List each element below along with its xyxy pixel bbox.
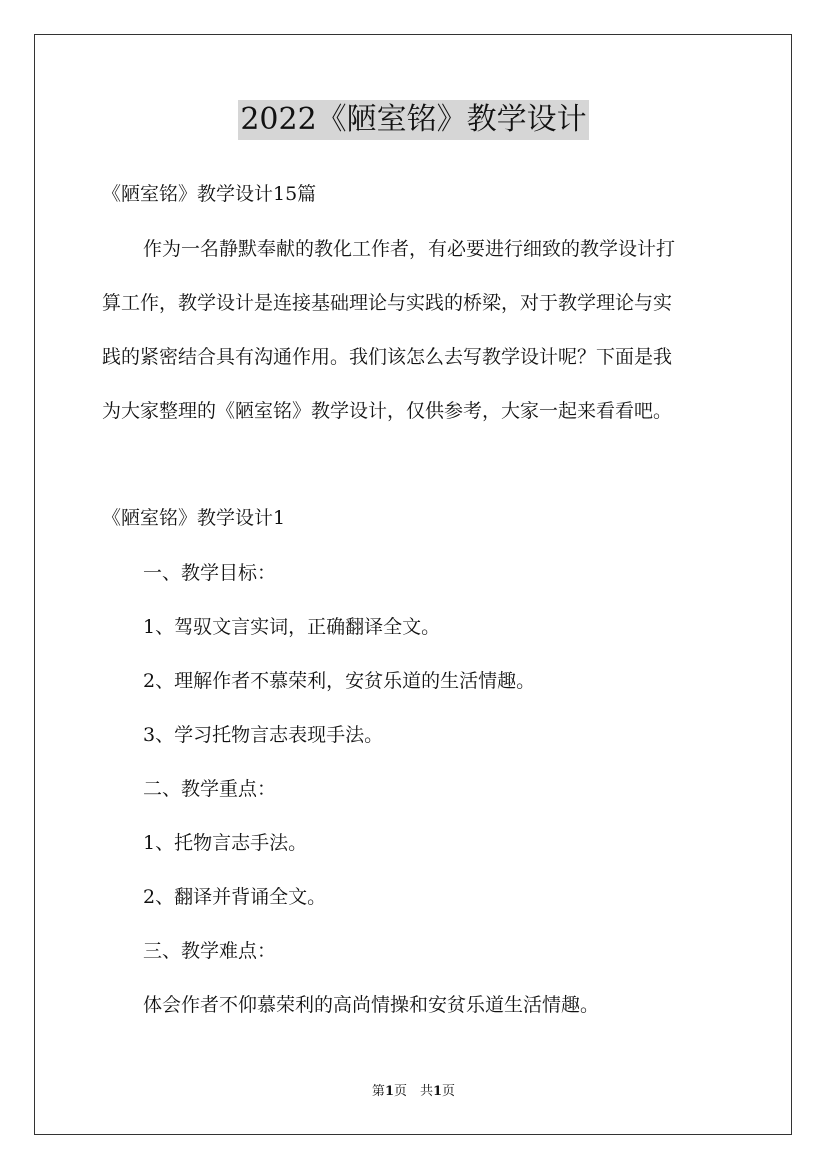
list-item: 三、教学难点： <box>143 940 277 962</box>
intro-line-3: 践的紧密结合具有沟通作用。我们该怎么去写教学设计呢？下面是我 <box>102 346 673 368</box>
subtitle: 《陋室铭》教学设计15篇 <box>102 183 317 205</box>
list-item: 1、托物言志手法。 <box>143 832 308 854</box>
footer-page-total: 1 <box>433 1084 443 1099</box>
list-item: 1、驾驭文言实词，正确翻译全文。 <box>143 616 441 638</box>
footer-prefix: 第 <box>371 1084 385 1099</box>
list-item: 一、教学目标： <box>143 562 277 584</box>
intro-line-1: 作为一名静默奉献的教化工作者，有必要进行细致的教学设计打 <box>143 238 676 260</box>
intro-line-2: 算工作，教学设计是连接基础理论与实践的桥梁，对于教学理论与实 <box>102 292 673 314</box>
list-item: 3、学习托物言志表现手法。 <box>143 724 384 746</box>
page-footer <box>0 1082 827 1102</box>
list-item: 二、教学重点： <box>143 778 277 800</box>
footer-suffix: 页 <box>442 1084 456 1099</box>
footer-mid: 页 共 <box>393 1084 433 1099</box>
section-heading: 《陋室铭》教学设计1 <box>102 507 286 529</box>
document-title: 2022《陋室铭》教学设计 <box>238 100 588 140</box>
list-item: 2、翻译并背诵全文。 <box>143 886 327 908</box>
title-container <box>0 100 827 140</box>
list-item: 体会作者不仰慕荣利的高尚情操和安贫乐道生活情趣。 <box>143 994 600 1016</box>
list-item: 2、理解作者不慕荣利，安贫乐道的生活情趣。 <box>143 670 536 692</box>
intro-line-4: 为大家整理的《陋室铭》教学设计，仅供参考，大家一起来看看吧。 <box>102 400 673 422</box>
footer-page-current: 1 <box>384 1084 394 1099</box>
